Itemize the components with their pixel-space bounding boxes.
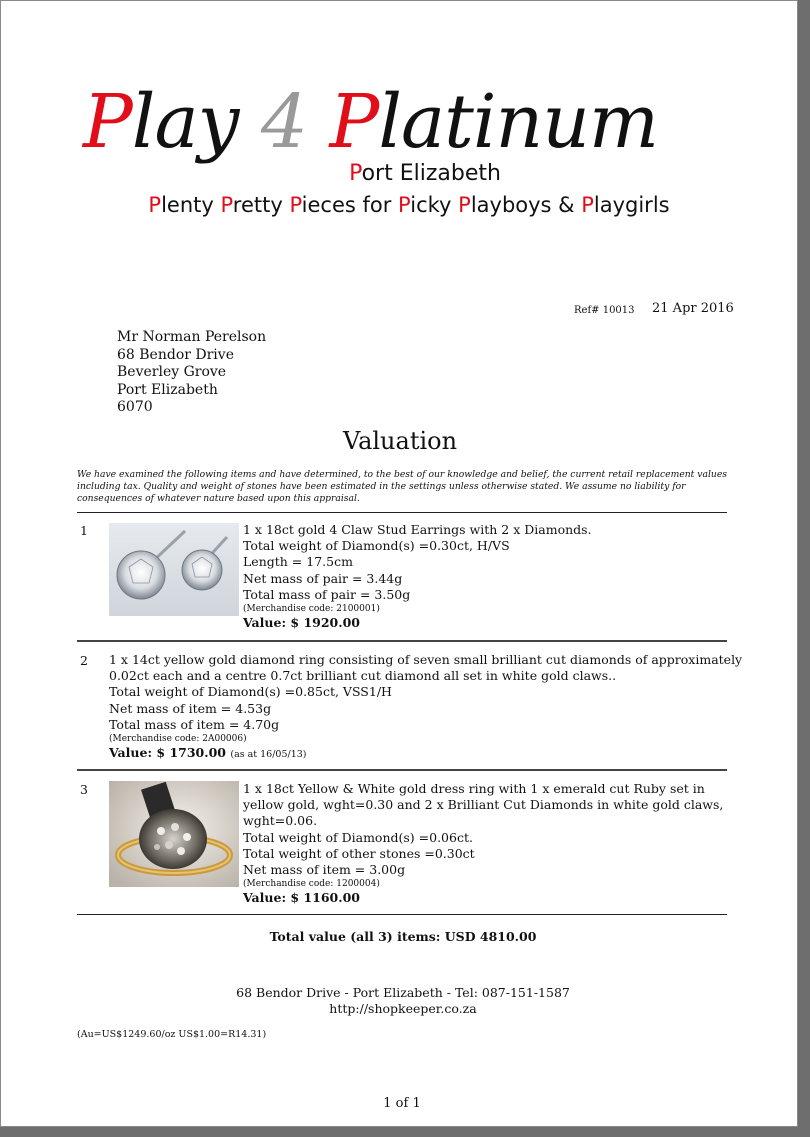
tagline-word: icky	[410, 193, 459, 217]
logo-word: lay	[131, 79, 261, 165]
recipient-postcode: 6070	[117, 399, 153, 416]
item-line: Net mass of item = 3.00g	[243, 862, 406, 878]
footer-website: http://shopkeeper.co.za	[329, 1001, 477, 1016]
city-word: ort	[361, 161, 400, 186]
company-tagline	[1, 193, 799, 217]
recipient-name: Mr Norman Perelson	[117, 329, 267, 345]
document-date: 21 Apr 2016	[652, 301, 734, 316]
item-value: Value: $ 1920.00	[243, 615, 360, 631]
item-line: 1 x 18ct gold 4 Claw Stud Earrings with 2 x Diamonds.	[243, 522, 592, 537]
earrings-photo	[109, 523, 239, 616]
item-description	[109, 652, 742, 763]
logo-letter: P	[83, 79, 132, 165]
merchandise-code: (Merchandise code: 1200004)	[243, 879, 380, 890]
company-footer	[1, 985, 799, 1017]
item-line: Length = 17.5cm	[243, 554, 353, 570]
exchange-rates: (Au=US$1249.60/oz US$1.00=R14.31)	[77, 1029, 267, 1040]
value-date: (as at 16/05/13)	[230, 749, 307, 761]
logo-word: latinum	[378, 79, 659, 165]
divider	[77, 640, 727, 642]
item-line: Net mass of item = 4.53g	[109, 700, 272, 716]
logo-number: 4	[260, 79, 308, 165]
item-line: 0.02ct each and a centre 0.7ct brilliant cut diamond all set in white gold claws..	[109, 668, 617, 684]
tagline-initial: P	[289, 193, 302, 217]
recipient-suburb: Beverley Grove	[117, 364, 227, 381]
item-line: Total weight of Diamond(s) =0.06ct.	[243, 829, 473, 845]
tagline-word: ieces for	[301, 193, 399, 217]
company-logo	[83, 75, 703, 170]
item-line: Total weight of other stones =0.30ct	[243, 845, 475, 861]
item-number: 1	[80, 523, 88, 538]
recipient-city: Port Elizabeth	[117, 381, 218, 398]
disclaimer-text: We have examined the following items and have determined, to the best of our knowledge and belief, the current retail replacement values including tax. Quality and weight of stones have been estimated in the settings unless otherwise stated. We assume no liability for consequences of whatever nature based upon this appraisal.	[77, 469, 727, 504]
footer-address: 68 Bendor Drive - Port Elizabeth - Tel: 087-151-1587	[236, 985, 570, 1000]
divider	[77, 914, 727, 915]
item-value	[109, 745, 742, 763]
item-value-amount: Value: $ 1730.00	[109, 745, 226, 761]
item-line: Net mass of pair = 3.44g	[243, 570, 403, 586]
city-initial: E	[399, 161, 414, 186]
divider	[77, 512, 727, 513]
item-line: yellow gold, wght=0.30 and 2 x Brilliant Cut Diamonds in white gold claws,	[243, 797, 724, 813]
merchandise-code: (Merchandise code: 2100001)	[243, 604, 380, 615]
item-line: 1 x 18ct Yellow & White gold dress ring with 1 x emerald cut Ruby set in	[243, 781, 705, 796]
logo-letter: P	[307, 79, 379, 165]
tagline-word: layboys &	[470, 193, 582, 217]
tagline-initial: P	[220, 193, 233, 217]
item-line: wght=0.06.	[243, 813, 318, 829]
tagline-initial: P	[148, 193, 162, 217]
item-line: 1 x 14ct yellow gold diamond ring consisting of seven small brilliant cut diamonds of approximately	[109, 652, 743, 667]
ring-photo	[109, 781, 239, 887]
item-number: 3	[80, 782, 88, 797]
tagline-word: retty	[232, 193, 290, 217]
tagline-initial: P	[458, 193, 471, 217]
item-line: Total weight of Diamond(s) =0.30ct, H/VS	[243, 538, 510, 554]
divider	[77, 769, 727, 771]
city-initial: P	[349, 161, 362, 186]
item-number: 2	[80, 653, 88, 668]
tagline-initial: P	[581, 193, 594, 217]
item-line: Total weight of Diamond(s) =0.85ct, VSS1/H	[109, 684, 392, 700]
tagline-word: laygirls	[593, 193, 670, 217]
tagline-word: lenty	[161, 193, 221, 217]
document-title: Valuation	[342, 427, 458, 455]
merchandise-code: (Merchandise code: 2A00006)	[109, 734, 247, 745]
item-line: Total mass of pair = 3.50g	[243, 586, 411, 602]
recipient-address	[117, 329, 266, 417]
item-value: Value: $ 1160.00	[243, 890, 360, 906]
city-word: lizabeth	[413, 161, 501, 186]
item-description	[243, 522, 592, 631]
page-number: 1 of 1	[383, 1096, 421, 1111]
item-description	[243, 781, 723, 906]
reference-number: Ref# 10013	[574, 305, 635, 316]
item-line: Total mass of item = 4.70g	[109, 716, 280, 732]
recipient-street: 68 Bendor Drive	[117, 346, 234, 363]
tagline-initial: P	[398, 193, 411, 217]
company-city	[1, 161, 799, 186]
total-value: Total value (all 3) items: USD 4810.00	[269, 929, 537, 944]
